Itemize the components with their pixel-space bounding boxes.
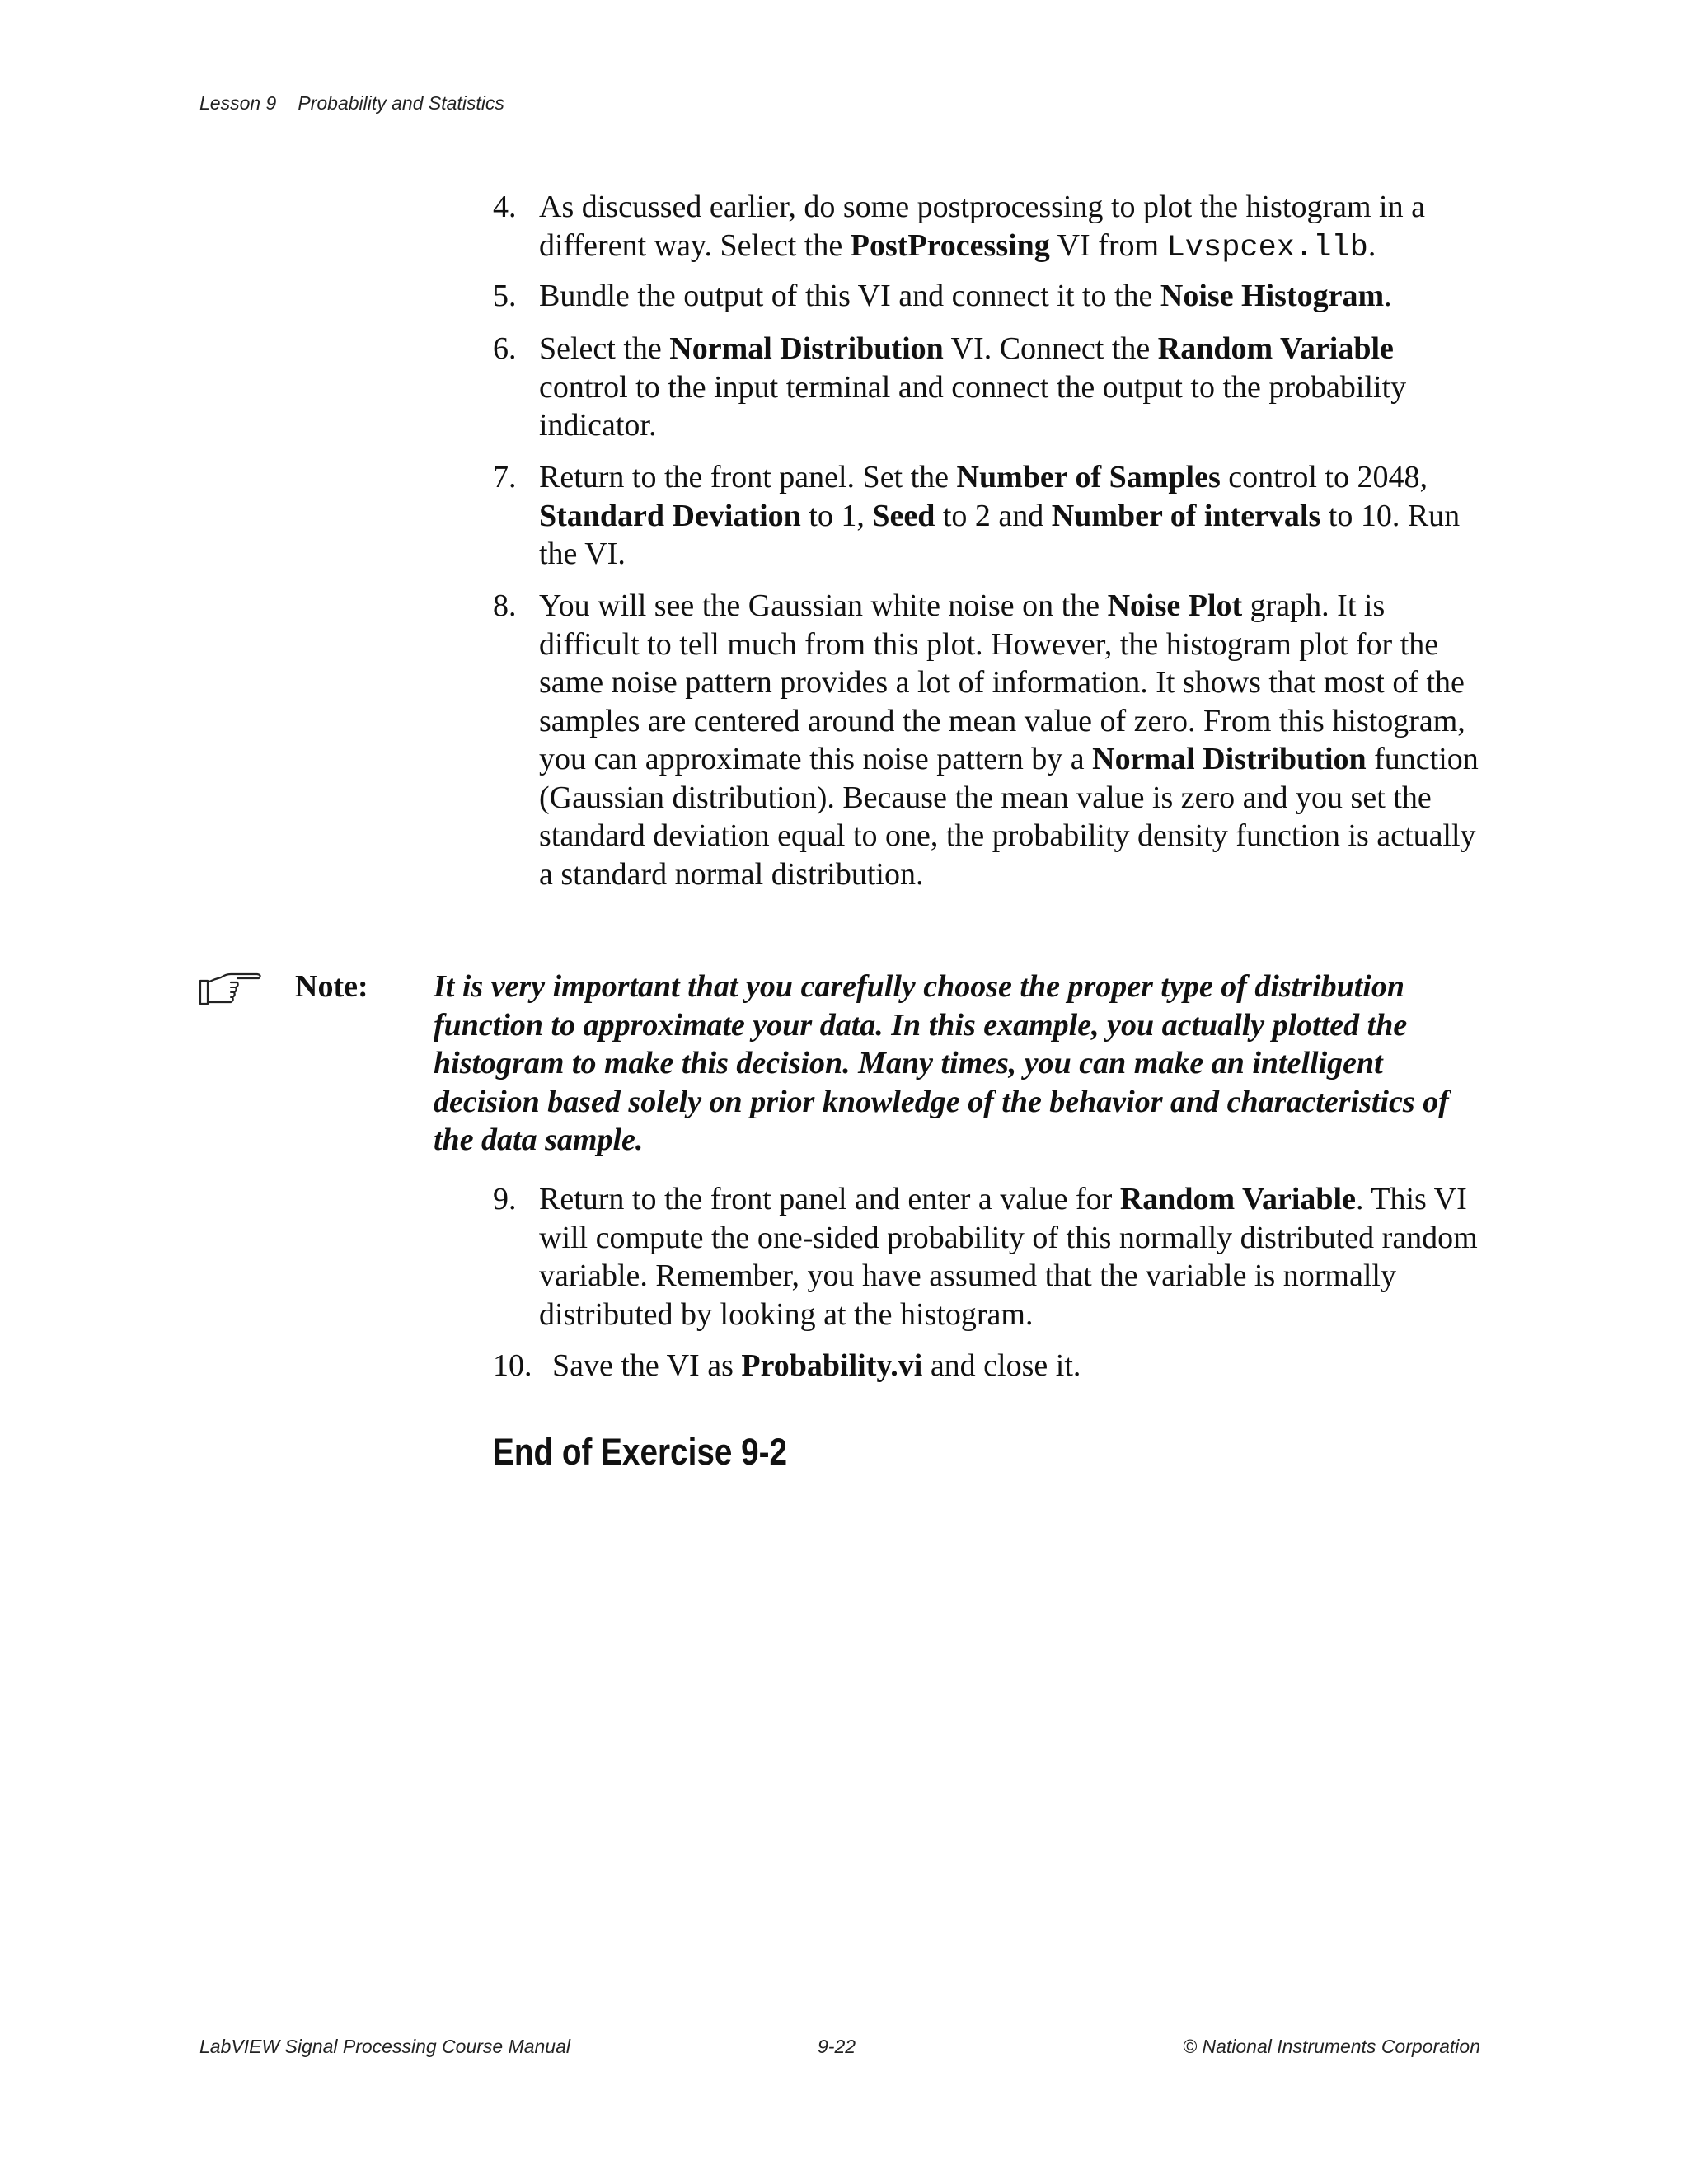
- control-name: Number of Samples: [956, 460, 1221, 494]
- step-7: [493, 458, 1482, 574]
- function-name: Normal Distribution: [1092, 742, 1367, 776]
- note-label: Note:: [295, 969, 368, 1004]
- step-number: 7.: [493, 460, 517, 494]
- header-lesson: Lesson 9: [199, 92, 277, 114]
- note-text: It is very important that you carefully choose the proper type of distribution function to approximate your data. In this example, you actually plotted the histogram to make this decision. Many times, you can make an intelligent decision based solely on prior knowledge of the behavior and characteristics of the data sample.: [434, 969, 1449, 1157]
- section-heading: End of Exercise 9-2: [493, 1431, 788, 1473]
- footer-manual-title: LabVIEW Signal Processing Course Manual: [199, 2036, 571, 2057]
- file-name: Probability.vi: [741, 1348, 923, 1383]
- graph-name: Noise Plot: [1107, 588, 1243, 623]
- vi-name: Normal Distribution: [669, 331, 944, 366]
- control-name: Standard Deviation: [539, 498, 801, 533]
- step-text: Bundle the output of this VI and connect it to the Noise Histogram.: [539, 279, 1392, 313]
- indicator-name: Noise Histogram: [1160, 279, 1385, 313]
- step-6: [493, 330, 1482, 445]
- control-name: Random Variable: [1119, 1182, 1356, 1216]
- step-9: [493, 1180, 1482, 1333]
- vi-name: PostProcessing: [850, 227, 1050, 263]
- step-text: Return to the front panel. Set the Number of Samples control to 2048, Standard Deviation to 1, Seed to 2 and Number of intervals to 10. Run the VI.: [539, 460, 1461, 571]
- step-text: Return to the front panel and enter a value for Random Variable. This VI will compute the one-sided probability of this normally distributed random variable. Remember, you have assumed that the variable is normally distributed by looking at the histogram.: [539, 1182, 1478, 1332]
- step-number: 6.: [493, 331, 517, 366]
- step-text: You will see the Gaussian white noise on the Noise Plot graph. It is difficult to tell much from this plot. However, the histogram plot for the same noise pattern provides a lot of information. It shows that most of the samples are centered around the mean value of zero. From this histogram, you can approximate this noise pattern by a Normal Distribution function (Gaussian distribution). Because the mean value is zero and you set the standard deviation equal to one, the probability density function is actually a standard normal distribution.: [539, 588, 1479, 892]
- footer-page-number: 9-22: [818, 2036, 856, 2057]
- step-8: [493, 587, 1482, 893]
- step-5: [493, 277, 1482, 316]
- step-number: 8.: [493, 588, 517, 623]
- header-title: Probability and Statistics: [298, 92, 504, 114]
- step-number: 9.: [493, 1182, 517, 1216]
- step-number: 4.: [493, 190, 517, 224]
- step-number: 5.: [493, 279, 517, 313]
- control-name: Random Variable: [1157, 331, 1394, 366]
- footer-copyright: © National Instruments Corporation: [1183, 2036, 1480, 2057]
- step-text: As discussed earlier, do some postprocessing to plot the histogram in a different way. Select the PostProcessing VI from Lvspcex.llb.: [539, 190, 1425, 265]
- control-name: Number of intervals: [1051, 498, 1321, 533]
- step-text: Save the VI as Probability.vi and close it.: [552, 1348, 1081, 1383]
- step-4: [493, 188, 1482, 267]
- page-header: [199, 92, 504, 115]
- library-file: Lvspcex.llb: [1166, 230, 1368, 265]
- step-10: [493, 1347, 1482, 1385]
- step-number: 10.: [493, 1348, 532, 1383]
- control-name: Seed: [872, 498, 935, 533]
- pointing-hand-icon: [198, 971, 265, 1007]
- step-text: Select the Normal Distribution VI. Connect the Random Variable control to the input terminal and connect the output to the probability indicator.: [539, 331, 1407, 443]
